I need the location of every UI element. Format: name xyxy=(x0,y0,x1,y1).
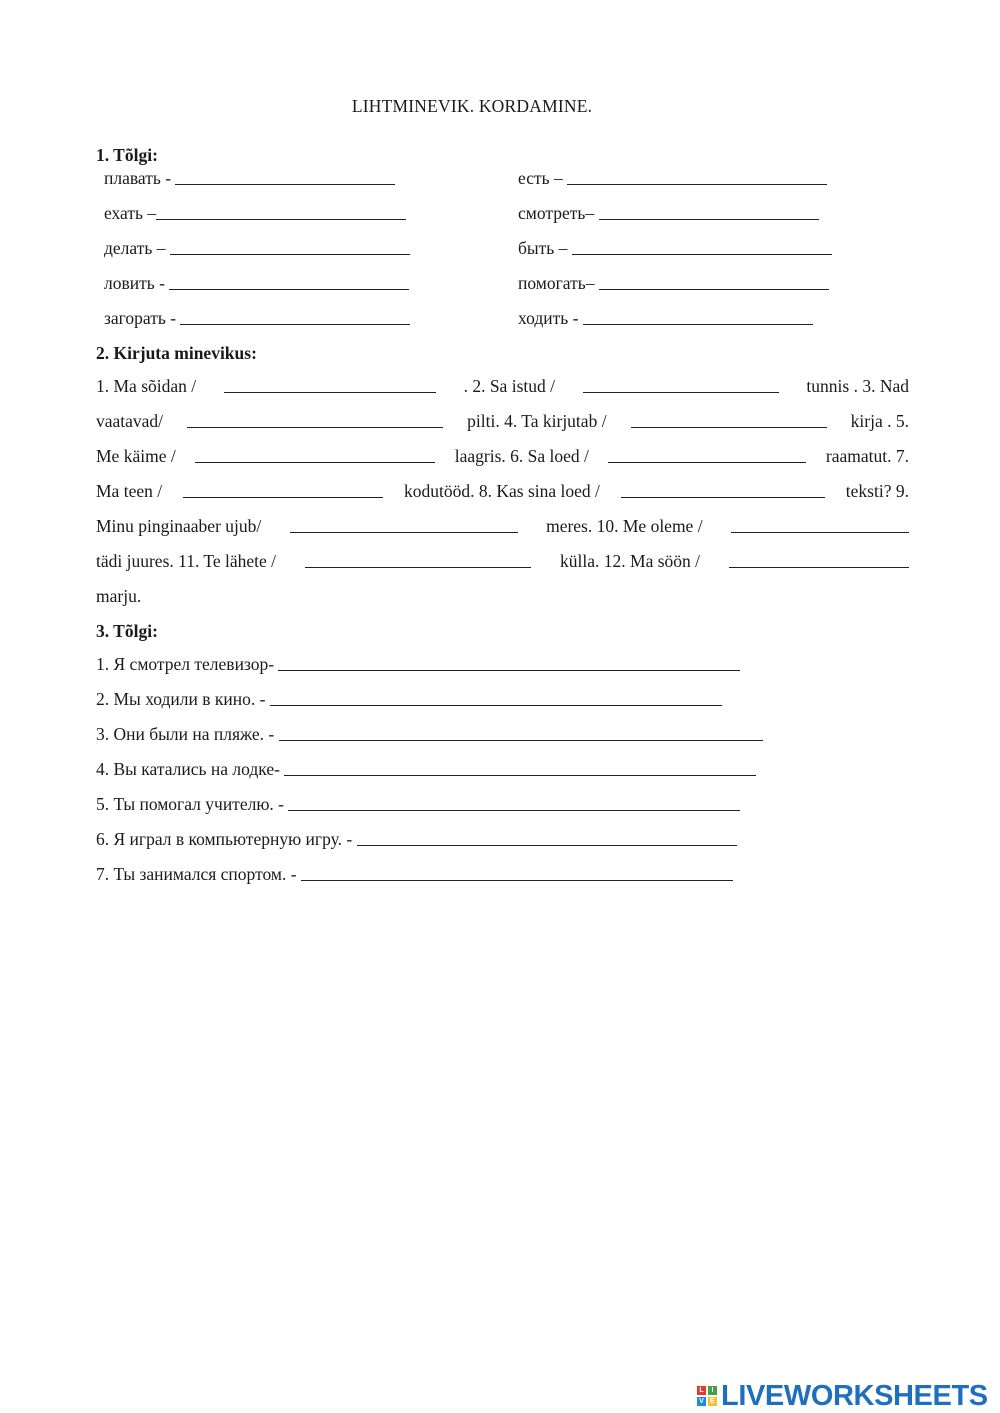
s1-right-row xyxy=(518,238,832,259)
paragraph-line xyxy=(96,516,909,537)
text-segment: kirja . 5. xyxy=(850,411,909,431)
text-segment: marju. xyxy=(96,586,142,606)
s1-right-label: быть – xyxy=(518,238,568,258)
text-segment: Ma teen / xyxy=(96,481,163,501)
s1-right-label: помогать– xyxy=(518,273,595,293)
s1-left-row xyxy=(104,238,410,259)
s3-item-label: 4. Вы катались на лодке- xyxy=(96,759,280,779)
s1-left-row xyxy=(104,203,406,224)
s1-left-label: ловить - xyxy=(104,273,165,293)
answer-field[interactable] xyxy=(583,309,813,325)
text-segment: . 2. Sa istud / xyxy=(463,376,555,396)
s3-item xyxy=(96,724,763,745)
section1-heading: 1. Tõlgi: xyxy=(96,145,158,165)
logo-letter: I xyxy=(708,1386,717,1395)
answer-field[interactable] xyxy=(284,760,756,776)
s1-right-row xyxy=(518,308,813,329)
text-segment: teksti? 9. xyxy=(845,481,909,501)
s1-left-label: загорать - xyxy=(104,308,177,328)
paragraph-line xyxy=(96,586,909,607)
answer-field[interactable] xyxy=(156,204,406,220)
answer-field[interactable] xyxy=(729,552,909,568)
s3-item xyxy=(96,829,737,850)
answer-field[interactable] xyxy=(290,517,518,533)
page-title: LIHTMINEVIK. KORDAMINE. xyxy=(351,96,593,116)
paragraph-line xyxy=(96,411,909,432)
s3-item-label: 7. Ты занимался спортом. - xyxy=(96,864,297,884)
answer-field[interactable] xyxy=(572,239,832,255)
paragraph-line xyxy=(96,481,909,502)
text-segment: tädi juures. 11. Te lähete / xyxy=(96,551,277,571)
answer-field[interactable] xyxy=(301,865,733,881)
s1-left-row xyxy=(104,273,409,294)
answer-field[interactable] xyxy=(169,274,409,290)
answer-field[interactable] xyxy=(180,309,410,325)
answer-field[interactable] xyxy=(305,552,531,568)
s3-item-label: 2. Мы ходили в кино. - xyxy=(96,689,266,709)
s1-left-row xyxy=(104,168,395,189)
paragraph-line xyxy=(96,551,909,572)
answer-field[interactable] xyxy=(621,482,825,498)
answer-field[interactable] xyxy=(270,690,722,706)
liveworksheets-logo xyxy=(697,1380,988,1412)
text-segment: laagris. 6. Sa loed / xyxy=(454,446,589,466)
text-segment: külla. 12. Ma söön / xyxy=(560,551,701,571)
s3-item xyxy=(96,759,756,780)
paragraph-line xyxy=(96,446,909,467)
s3-item xyxy=(96,689,722,710)
section3-heading: 3. Tõlgi: xyxy=(96,621,158,641)
answer-field[interactable] xyxy=(731,517,909,533)
logo-mark-icon xyxy=(697,1386,717,1406)
s1-right-label: смотреть– xyxy=(518,203,595,223)
text-segment: tunnis . 3. Nad xyxy=(806,376,909,396)
s1-right-row xyxy=(518,203,819,224)
s1-right-label: есть – xyxy=(518,168,563,188)
s3-item xyxy=(96,794,740,815)
answer-field[interactable] xyxy=(224,377,436,393)
s3-item-label: 3. Они были на пляже. - xyxy=(96,724,275,744)
s1-right-row xyxy=(518,273,829,294)
logo-text: LIVEWORKSHEETS xyxy=(721,1379,988,1412)
s1-left-label: плавать - xyxy=(104,168,172,188)
s1-right-label: ходить - xyxy=(518,308,579,328)
answer-field[interactable] xyxy=(279,725,763,741)
answer-field[interactable] xyxy=(288,795,740,811)
answer-field[interactable] xyxy=(567,169,827,185)
s3-item xyxy=(96,654,740,675)
text-segment: vaatavad/ xyxy=(96,411,164,431)
logo-letter: E xyxy=(708,1397,717,1406)
text-segment: kodutööd. 8. Kas sina loed / xyxy=(404,481,600,501)
s3-item-label: 5. Ты помогал учителю. - xyxy=(96,794,284,814)
answer-field[interactable] xyxy=(187,412,443,428)
s1-left-label: делать – xyxy=(104,238,166,258)
answer-field[interactable] xyxy=(583,377,779,393)
logo-letter: V xyxy=(697,1397,706,1406)
s1-left-row xyxy=(104,308,410,329)
answer-field[interactable] xyxy=(183,482,383,498)
text-segment: meres. 10. Me oleme / xyxy=(546,516,703,536)
text-segment: Me käime / xyxy=(96,446,176,466)
answer-field[interactable] xyxy=(631,412,827,428)
answer-field[interactable] xyxy=(599,274,829,290)
s3-item xyxy=(96,864,733,885)
text-segment: Minu pinginaaber ujub/ xyxy=(96,516,262,536)
text-segment: 1. Ma sõidan / xyxy=(96,376,197,396)
answer-field[interactable] xyxy=(599,204,819,220)
s3-item-label: 6. Я играл в компьютерную игру. - xyxy=(96,829,353,849)
s1-left-label: ехать – xyxy=(104,203,157,223)
s3-item-label: 1. Я смотрел телевизор- xyxy=(96,654,275,674)
answer-field[interactable] xyxy=(170,239,410,255)
paragraph-line xyxy=(96,376,909,397)
answer-field[interactable] xyxy=(195,447,435,463)
answer-field[interactable] xyxy=(357,830,737,846)
text-segment: raamatut. 7. xyxy=(825,446,909,466)
answer-field[interactable] xyxy=(608,447,806,463)
section2-heading: 2. Kirjuta minevikus: xyxy=(96,343,257,363)
s1-right-row xyxy=(518,168,827,189)
logo-letter: L xyxy=(697,1386,706,1395)
answer-field[interactable] xyxy=(175,169,395,185)
answer-field[interactable] xyxy=(278,655,740,671)
text-segment: pilti. 4. Ta kirjutab / xyxy=(467,411,607,431)
